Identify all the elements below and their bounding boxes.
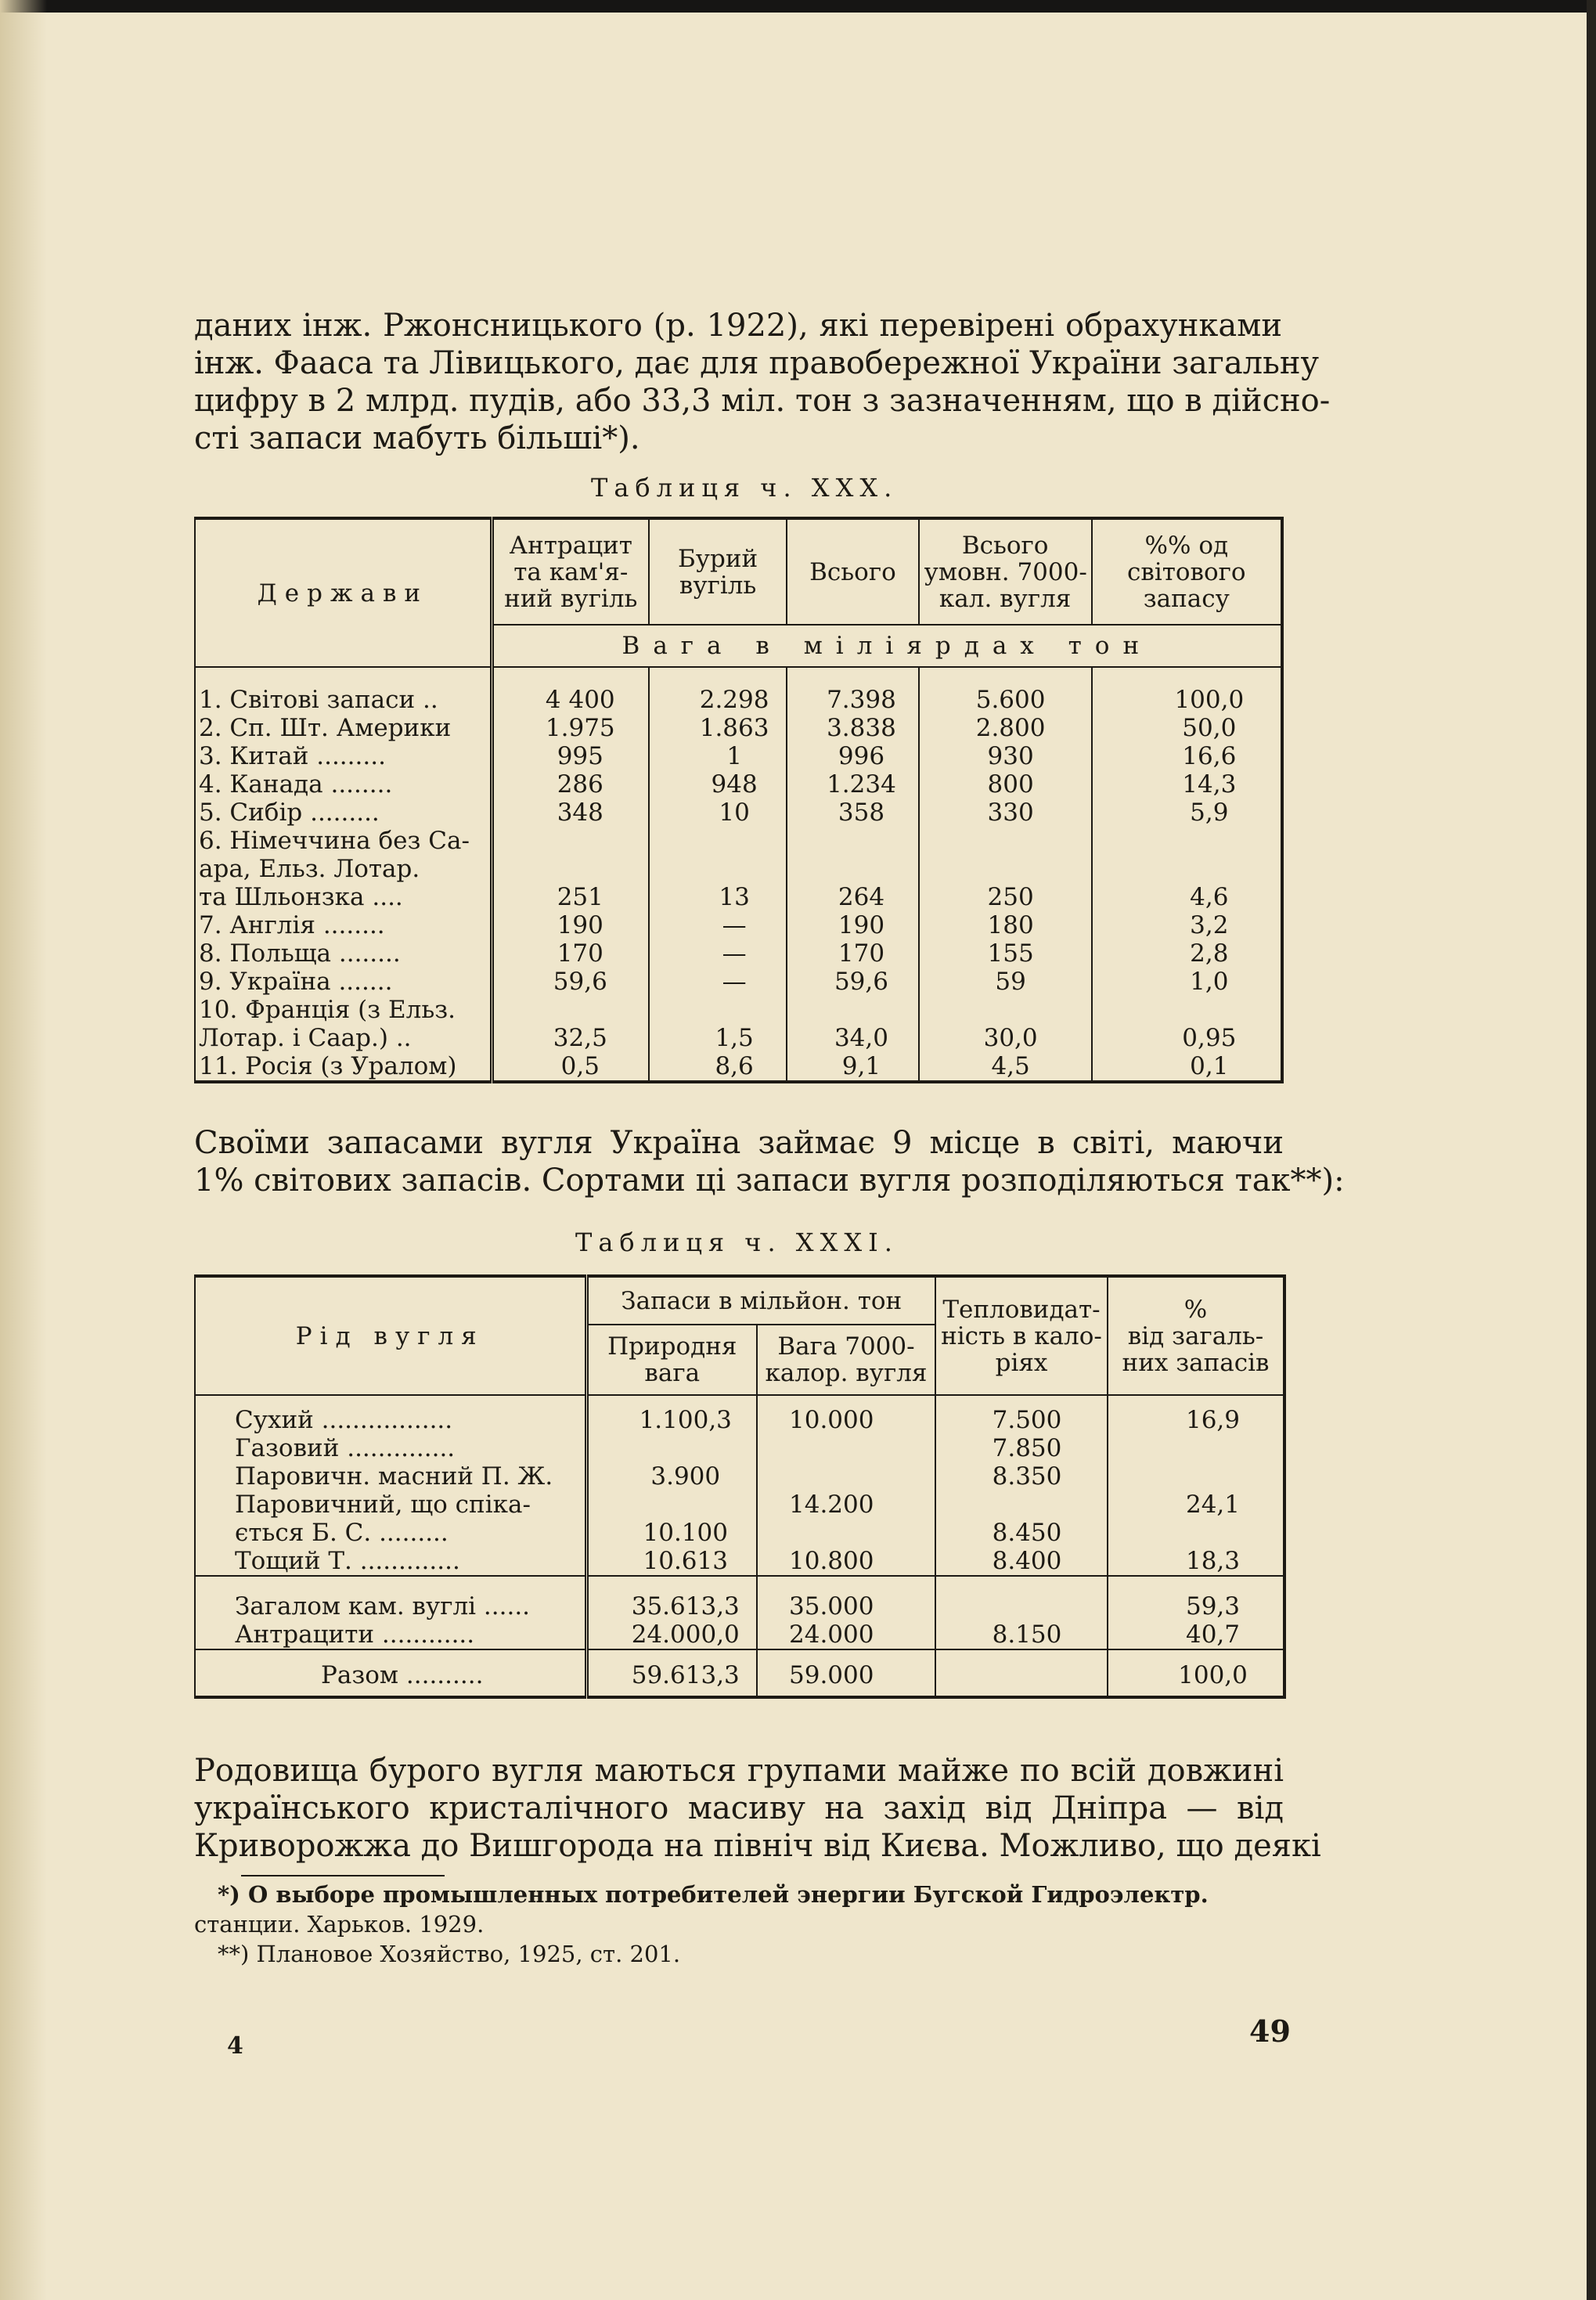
anthracite-value: 286 xyxy=(492,770,649,799)
total-value: 996 xyxy=(787,742,918,770)
total-value: 7.398 xyxy=(787,686,918,714)
table-row xyxy=(195,742,1282,770)
calorific-value: 8.450 xyxy=(935,1519,1108,1547)
table-row xyxy=(195,1052,1282,1082)
weight-7000-value: 35.000 xyxy=(757,1576,935,1620)
table-row xyxy=(195,799,1282,827)
percent-value: 2,8 xyxy=(1092,939,1282,968)
percent-value xyxy=(1092,855,1282,883)
brown-coal-value xyxy=(649,996,787,1024)
country-name: 9. Україна ....... xyxy=(199,968,393,996)
header-brown-coal: Бурий вугіль xyxy=(649,518,787,625)
table-row xyxy=(195,911,1282,939)
percent-value xyxy=(1108,1434,1284,1462)
anthracite-value: 32,5 xyxy=(492,1024,649,1052)
table-row xyxy=(195,996,1282,1024)
anthracite-value: 995 xyxy=(492,742,649,770)
calorific-value: 8.350 xyxy=(935,1462,1108,1491)
country-name: 3. Китай ......... xyxy=(199,742,386,770)
subtotal-row xyxy=(195,1620,1284,1649)
footnote-2: **) Плановое Хозяйство, 1925, ст. 201. xyxy=(218,1941,681,1967)
footnote-1: *) О выборе промышленных потребителей энергии Бугской Гидроэлектр. xyxy=(218,1881,1209,1908)
anthracite-value xyxy=(492,827,649,855)
anthracite-value: 4 400 xyxy=(492,686,649,714)
natural-weight-value: 1.100,3 xyxy=(586,1406,757,1434)
conditional-value: 180 xyxy=(919,911,1092,939)
anthracite-value xyxy=(492,855,649,883)
percent-value: 3,2 xyxy=(1092,911,1282,939)
weight-7000-value xyxy=(757,1519,935,1547)
country-name: 8. Польща ........ xyxy=(199,939,401,968)
natural-weight-value: 24.000,0 xyxy=(586,1620,757,1649)
conditional-value: 800 xyxy=(919,770,1092,799)
natural-weight-value: 10.100 xyxy=(586,1519,757,1547)
header-reserves: Запаси в мільйон. тон xyxy=(586,1276,935,1325)
country-name: 5. Сибір ......... xyxy=(199,799,380,827)
brown-coal-value xyxy=(649,827,787,855)
table-row xyxy=(195,686,1282,714)
percent-value: 18,3 xyxy=(1108,1547,1284,1576)
footnote-1-cont: станции. Харьков. 1929. xyxy=(194,1911,485,1938)
text-line: даних інж. Ржонсницького (р. 1922), які перевірені обрахунками xyxy=(194,308,1282,344)
weight-7000-value: 59.000 xyxy=(757,1649,935,1697)
percent-value: 0,1 xyxy=(1092,1052,1282,1082)
conditional-value: 250 xyxy=(919,883,1092,911)
anthracite-value: 59,6 xyxy=(492,968,649,996)
percent-value: 1,0 xyxy=(1092,968,1282,996)
text-line: Родовища бурого вугля маються групами майже по всій довжині xyxy=(194,1753,1284,1789)
percent-value: 4,6 xyxy=(1092,883,1282,911)
country-name: Лотар. і Саар.) .. xyxy=(199,1024,412,1052)
brown-coal-value: — xyxy=(649,939,787,968)
table-30-caption: Таблиця ч. XXX. xyxy=(591,473,899,503)
text-line: українського кристалічного масиву на захід від Дніпра — від xyxy=(194,1790,1284,1826)
header-conditional-7000: Всього умовн. 7000- кал. вугля xyxy=(919,518,1092,625)
anthracite-value xyxy=(492,996,649,1024)
footnote-rule xyxy=(241,1875,445,1876)
total-value: 190 xyxy=(787,911,918,939)
natural-weight-value xyxy=(586,1434,757,1462)
coal-kind: Антрацити ............ xyxy=(235,1620,475,1649)
country-name: 1. Світові запаси .. xyxy=(199,686,438,714)
calorific-value: 8.150 xyxy=(935,1620,1108,1649)
table-row xyxy=(195,1462,1284,1491)
coal-kind: Газовий .............. xyxy=(235,1434,456,1462)
percent-value: 24,1 xyxy=(1108,1491,1284,1519)
weight-7000-value xyxy=(757,1462,935,1491)
conditional-value xyxy=(919,996,1092,1024)
brown-coal-value xyxy=(649,855,787,883)
subtotal-row xyxy=(195,1576,1284,1620)
country-name: 7. Англія ........ xyxy=(199,911,385,939)
anthracite-value: 170 xyxy=(492,939,649,968)
coal-kind: Паровичний, що спіка- xyxy=(235,1491,531,1519)
conditional-value: 2.800 xyxy=(919,714,1092,742)
total-value xyxy=(787,827,918,855)
total-value: 264 xyxy=(787,883,918,911)
percent-value: 16,6 xyxy=(1092,742,1282,770)
brown-coal-value: 1,5 xyxy=(649,1024,787,1052)
conditional-value: 5.600 xyxy=(919,686,1092,714)
header-countries: Держави xyxy=(257,579,429,607)
table-row xyxy=(195,1547,1284,1576)
text-line: Криворожжа до Вишгорода на північ від Києва. Можливо, що деякі xyxy=(194,1828,1321,1864)
conditional-value: 4,5 xyxy=(919,1052,1092,1082)
percent-value: 0,95 xyxy=(1092,1024,1282,1052)
country-name: 2. Сп. Шт. Америки xyxy=(199,714,452,742)
table-row xyxy=(195,968,1282,996)
total-value xyxy=(787,996,918,1024)
table-31-caption: Таблиця ч. XXXI. xyxy=(575,1228,899,1257)
brown-coal-value: 1 xyxy=(649,742,787,770)
header-weight-7000: Вага 7000- калор. вугля xyxy=(757,1325,935,1395)
percent-value: 100,0 xyxy=(1108,1649,1284,1697)
coal-types-table xyxy=(194,1274,1286,1699)
closing-paragraph xyxy=(194,1752,1321,1865)
percent-value xyxy=(1108,1519,1284,1547)
text-line: інж. Фааса та Лівицького, дає для правобережної України загальну xyxy=(194,345,1320,381)
weight-7000-value: 14.200 xyxy=(757,1491,935,1519)
anthracite-value: 190 xyxy=(492,911,649,939)
conditional-value: 30,0 xyxy=(919,1024,1092,1052)
conditional-value: 59 xyxy=(919,968,1092,996)
percent-value xyxy=(1092,827,1282,855)
total-value: 170 xyxy=(787,939,918,968)
total-value: 1.234 xyxy=(787,770,918,799)
scan-right-border xyxy=(1587,0,1596,2300)
brown-coal-value: 8,6 xyxy=(649,1052,787,1082)
calorific-value: 8.400 xyxy=(935,1547,1108,1576)
table-row xyxy=(195,1519,1284,1547)
brown-coal-value: — xyxy=(649,911,787,939)
coal-kind: Паровичн. масний П. Ж. xyxy=(235,1462,553,1491)
brown-coal-value: 13 xyxy=(649,883,787,911)
anthracite-value: 1.975 xyxy=(492,714,649,742)
table-row xyxy=(195,1406,1284,1434)
conditional-value xyxy=(919,827,1092,855)
scan-top-border xyxy=(0,0,1596,13)
natural-weight-value: 10.613 xyxy=(586,1547,757,1576)
middle-paragraph xyxy=(194,1124,1345,1199)
weight-7000-value: 24.000 xyxy=(757,1620,935,1649)
brown-coal-value: 2.298 xyxy=(649,686,787,714)
natural-weight-value xyxy=(586,1491,757,1519)
table-row xyxy=(195,883,1282,911)
table-row xyxy=(195,1434,1284,1462)
text-line: цифру в 2 млрд. пудів, або 33,3 міл. тон з зазначенням, що в дійсно- xyxy=(194,383,1331,419)
country-name: та Шльонзка .... xyxy=(199,883,403,911)
natural-weight-value: 35.613,3 xyxy=(586,1576,757,1620)
total-value: 3.838 xyxy=(787,714,918,742)
country-name: 4. Канада ........ xyxy=(199,770,393,799)
total-row xyxy=(195,1649,1284,1697)
table-row xyxy=(195,1024,1282,1052)
anthracite-value: 0,5 xyxy=(492,1052,649,1082)
weight-7000-value xyxy=(757,1434,935,1462)
header-calorific: Тепловидат- ність в кало- ріях xyxy=(935,1276,1108,1395)
coal-kind: Сухий ................. xyxy=(235,1406,453,1434)
conditional-value: 155 xyxy=(919,939,1092,968)
percent-value: 14,3 xyxy=(1092,770,1282,799)
table-row xyxy=(195,827,1282,855)
calorific-value: 7.850 xyxy=(935,1434,1108,1462)
total-value: 358 xyxy=(787,799,918,827)
table-row xyxy=(195,714,1282,742)
brown-coal-value: 1.863 xyxy=(649,714,787,742)
coal-reserves-table xyxy=(194,517,1284,1083)
natural-weight-value: 59.613,3 xyxy=(586,1649,757,1697)
page-number: 49 xyxy=(1249,2013,1291,2049)
coal-kind: Загалом кам. вуглі ...... xyxy=(235,1592,531,1620)
header-percent-total: % від загаль- них запасів xyxy=(1108,1276,1284,1395)
percent-value: 40,7 xyxy=(1108,1620,1284,1649)
header-coal-kind: Рід вугля xyxy=(295,1321,485,1350)
text-line: сті запаси мабуть більші*). xyxy=(194,420,640,456)
text-line: Своїми запасами вугля Україна займає 9 місце в світі, маючи xyxy=(194,1125,1284,1161)
country-name: 6. Німеччина без Са- xyxy=(199,827,470,855)
percent-value: 59,3 xyxy=(1108,1576,1284,1620)
country-name: 11. Росія (з Уралом) xyxy=(199,1052,457,1080)
brown-coal-value: — xyxy=(649,968,787,996)
percent-value xyxy=(1092,996,1282,1024)
page-gutter-shadow xyxy=(0,0,47,2300)
coal-kind: ється Б. С. ......... xyxy=(235,1519,449,1547)
conditional-value: 930 xyxy=(919,742,1092,770)
percent-value xyxy=(1108,1462,1284,1491)
total-value: 9,1 xyxy=(787,1052,918,1082)
percent-value: 16,9 xyxy=(1108,1406,1284,1434)
calorific-value xyxy=(935,1491,1108,1519)
total-value: 59,6 xyxy=(787,968,918,996)
total-value xyxy=(787,855,918,883)
total-value: 34,0 xyxy=(787,1024,918,1052)
table-row xyxy=(195,939,1282,968)
anthracite-value: 251 xyxy=(492,883,649,911)
header-total: Всього xyxy=(787,518,918,625)
intro-paragraph xyxy=(194,307,1331,457)
header-anthracite: Антрацит та кам'я- ний вугіль xyxy=(492,518,649,625)
brown-coal-value: 948 xyxy=(649,770,787,799)
natural-weight-value: 3.900 xyxy=(586,1462,757,1491)
calorific-value xyxy=(935,1649,1108,1697)
percent-value: 5,9 xyxy=(1092,799,1282,827)
table-row xyxy=(195,1491,1284,1519)
weight-7000-value: 10.800 xyxy=(757,1547,935,1576)
coal-kind: Разом .......... xyxy=(321,1661,484,1689)
table-row xyxy=(195,770,1282,799)
country-name: ара, Ельз. Лотар. xyxy=(199,855,420,883)
calorific-value: 7.500 xyxy=(935,1406,1108,1434)
percent-value: 50,0 xyxy=(1092,714,1282,742)
conditional-value xyxy=(919,855,1092,883)
brown-coal-value: 10 xyxy=(649,799,787,827)
signature-mark: 4 xyxy=(227,2032,243,2060)
country-name: 10. Франція (з Ельз. xyxy=(199,996,456,1024)
text-line: 1% світових запасів. Сортами ці запаси вугля розподіляються так**): xyxy=(194,1163,1345,1199)
coal-kind: Тощий Т. ............. xyxy=(235,1547,460,1575)
conditional-value: 330 xyxy=(919,799,1092,827)
calorific-value xyxy=(935,1576,1108,1620)
header-natural-weight: Природня вага xyxy=(586,1325,757,1395)
anthracite-value: 348 xyxy=(492,799,649,827)
header-percent-world: %% од світового запасу xyxy=(1092,518,1282,625)
percent-value: 100,0 xyxy=(1092,686,1282,714)
table-row xyxy=(195,855,1282,883)
weight-7000-value: 10.000 xyxy=(757,1406,935,1434)
unit-row: Вага в міліярдах тон xyxy=(492,625,1282,667)
